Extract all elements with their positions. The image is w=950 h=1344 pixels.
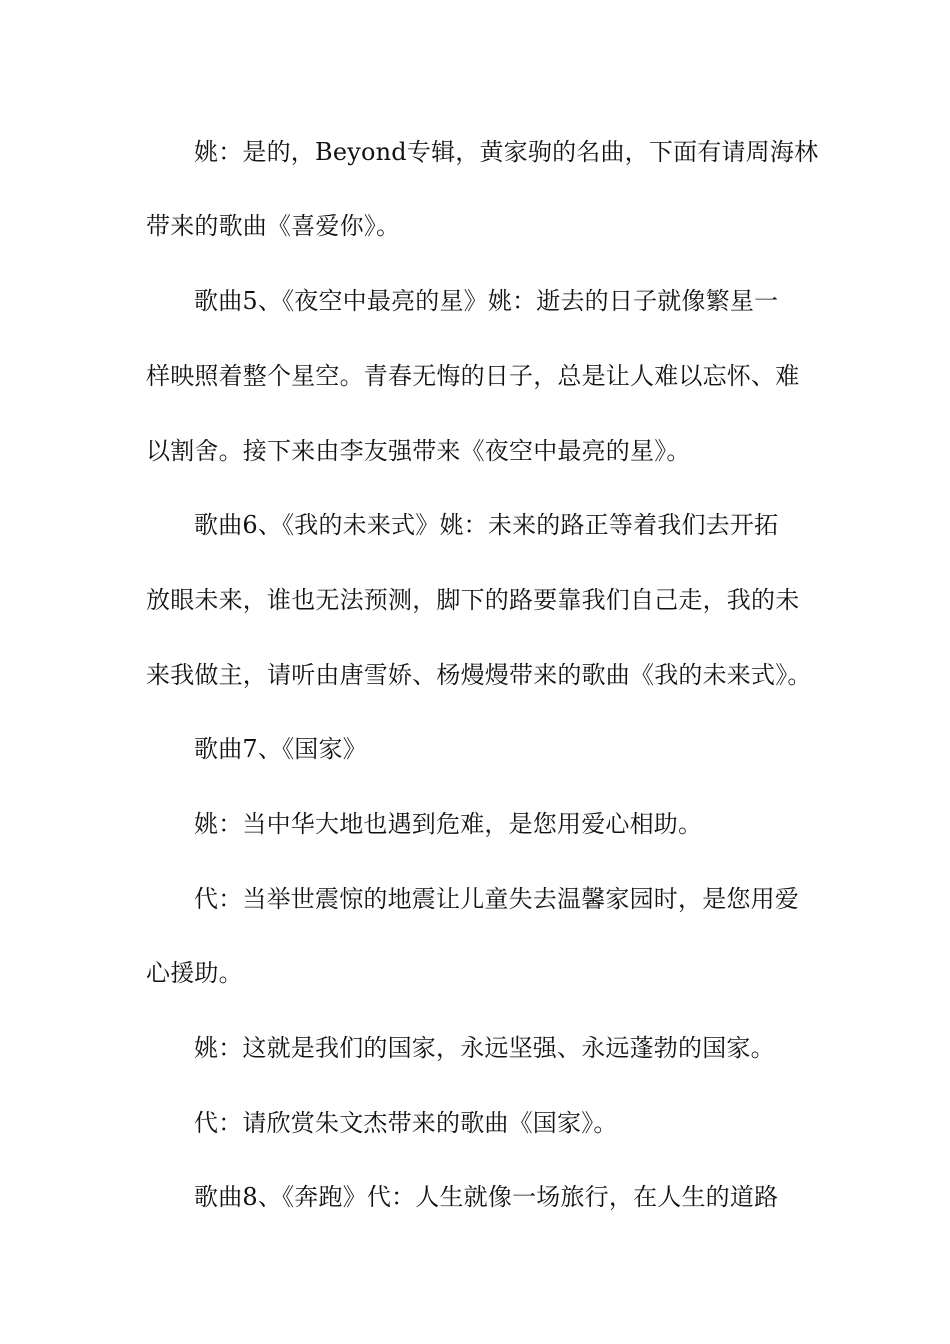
text-line: 姚：这就是我们的国家，永远坚强、永远蓬勃的国家。 bbox=[194, 1034, 775, 1062]
text-line: 带来的歌曲《喜爱你》。 bbox=[146, 212, 401, 240]
text-line: 心援助。 bbox=[146, 959, 243, 987]
text-line: 歌曲5、《夜空中最亮的星》姚：逝去的日子就像繁星一 bbox=[194, 287, 779, 315]
text-line: 歌曲8、《奔跑》代：人生就像一场旅行，在人生的道路 bbox=[194, 1183, 779, 1211]
text-line: 样映照着整个星空。青春无悔的日子，总是让人难以忘怀、难 bbox=[146, 362, 800, 390]
text-line: 歌曲6、《我的未来式》姚：未来的路正等着我们去开拓 bbox=[194, 511, 779, 539]
text-line: 代：当举世震惊的地震让儿童失去温馨家园时，是您用爱 bbox=[194, 885, 799, 913]
text-line: 放眼未来，谁也无法预测，脚下的路要靠我们自己走，我的未 bbox=[146, 586, 800, 614]
text-line: 歌曲7、《国家》 bbox=[194, 735, 367, 763]
text-line: 姚：是的，Beyond专辑，黄家驹的名曲，下面有请周海林 bbox=[194, 138, 819, 166]
text-line: 以割舍。接下来由李友强带来《夜空中最亮的星》。 bbox=[146, 437, 691, 465]
text-line: 代：请欣赏朱文杰带来的歌曲《国家》。 bbox=[194, 1109, 618, 1137]
text-line: 来我做主，请听由唐雪娇、杨熳熳带来的歌曲《我的未来式》。 bbox=[146, 661, 812, 689]
text-line: 姚：当中华大地也遇到危难，是您用爱心相助。 bbox=[194, 810, 703, 838]
